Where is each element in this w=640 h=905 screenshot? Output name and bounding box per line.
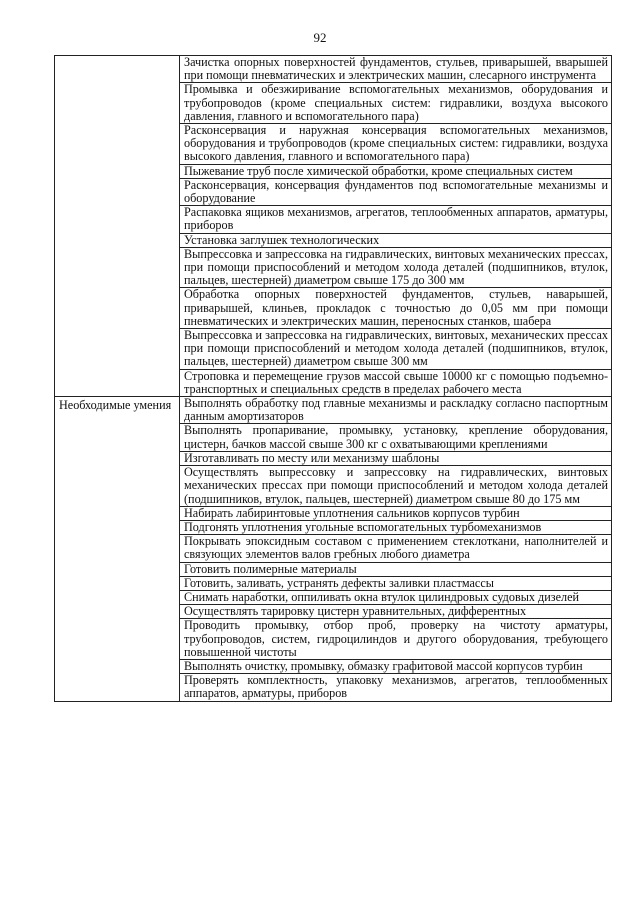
list-item: Готовить полимерные материалы — [180, 563, 611, 577]
list-item: Зачистка опорных поверхностей фундаментов, стульев, приварышей, вварышей при помощи пневматических и электрических машин, слесарного инструмента — [180, 56, 611, 83]
list-item: Готовить, заливать, устранять дефекты заливки пластмассы — [180, 577, 611, 591]
list-item: Изготавливать по месту или механизму шаблоны — [180, 452, 611, 466]
list-item: Распаковка ящиков механизмов, агрегатов, теплообменных аппаратов, арматуры, приборов — [180, 206, 611, 233]
list-item: Выпрессовка и запрессовка на гидравлических, винтовых, механических прессах при помощи приспособлений и методом холода деталей (подшипников, втулок, пальцев, шестерней) диаметром свыше 300 мм — [180, 329, 611, 370]
requirements-table — [54, 55, 612, 702]
section-label: Необходимые умения — [55, 397, 180, 701]
list-item: Пыжевание труб после химической обработки, кроме специальных систем — [180, 165, 611, 179]
list-item: Выполнять обработку под главные механизмы и раскладку согласно паспортным данным амортизаторов — [180, 397, 611, 424]
list-item: Промывка и обезжиривание вспомогательных механизмов, оборудования и трубопроводов (кроме специальных систем: гидравлики, воздуха высокого давления, главного и вспомогательного пара) — [180, 83, 611, 124]
list-item: Проверять комплектность, упаковку механизмов, агрегатов, теплообменных аппаратов, арматуры, приборов — [184, 673, 608, 701]
list-item: Покрывать эпоксидным составом с применением стеклоткани, наполнителей и связующих элементов валов гребных любого диаметра — [180, 535, 611, 562]
list-item: Расконсервация, консервация фундаментов под вспомогательные механизмы и оборудование — [180, 179, 611, 206]
list-item: Строповка и перемещение грузов массой свыше 10000 кг с помощью подъемно-транспортных и специальных средств в пределах рабочего места — [184, 368, 608, 396]
page-number: 92 — [313, 30, 327, 45]
table-section-row — [55, 397, 612, 701]
list-item: Выпрессовка и запрессовка на гидравлических, винтовых механических прессах, при помощи приспособлений и методом холода деталей (подшипников, втулок, пальцев, шестерней) диаметром свыше 175 до 300 мм — [180, 248, 611, 289]
list-item: Проводить промывку, отбор проб, проверку на чистоту арматуры, трубопроводов, систем, гидроцилиндов и другого оборудования, требующего повышенной чистоты — [180, 619, 611, 660]
list-item: Выполнять очистку, промывку, обмазку графитовой массой корпусов турбин — [180, 660, 611, 674]
section-items — [180, 397, 612, 701]
list-item: Установка заглушек технологических — [180, 234, 611, 248]
list-item: Подгонять уплотнения угольные вспомогательных турбомеханизмов — [180, 521, 611, 535]
table-section-row — [55, 56, 612, 397]
list-item: Снимать наработки, оппиливать окна втулок цилиндровых судовых дизелей — [180, 591, 611, 605]
section-items — [180, 56, 612, 397]
list-item: Расконсервация и наружная консервация вспомогательных механизмов, оборудования и трубопроводов (кроме специальных систем: гидравлики, воздуха высокого давления, главного и вспомогательного пара) — [180, 124, 611, 165]
list-item: Выполнять пропаривание, промывку, установку, крепление оборудования, цистерн, бачков массой свыше 300 кг с охватывающими креплениями — [180, 424, 611, 451]
section-label — [55, 56, 180, 397]
list-item: Обработка опорных поверхностей фундаментов, стульев, наварышей, приварышей, клиньев, прокладок с точностью до 0,05 мм при помощи пневматических и электрических машин, переносных станков, шабера — [180, 288, 611, 329]
list-item: Набирать лабиринтовые уплотнения сальников корпусов турбин — [180, 507, 611, 521]
list-item: Осуществлять выпрессовку и запрессовку на гидравлических, винтовых механических прессах при помощи приспособлений и методом холода деталей (подшипников, втулок, пальцев, шестерней) диаметром свыше 80 до 175 мм — [180, 466, 611, 507]
list-item: Осуществлять тарировку цистерн уравнительных, дифферентных — [180, 605, 611, 619]
